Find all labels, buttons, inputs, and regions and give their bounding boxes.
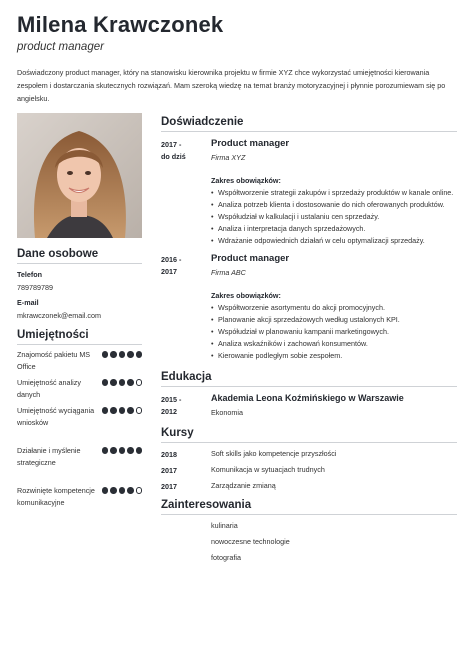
rating-dot-filled bbox=[119, 407, 126, 414]
skill-row bbox=[17, 377, 142, 401]
course-1-year: 2018 bbox=[161, 450, 177, 459]
skill-row bbox=[17, 349, 142, 373]
skill-rating bbox=[102, 379, 143, 386]
job-1-company: Firma XYZ bbox=[211, 153, 246, 162]
email-value: mkrawczonek@email.com bbox=[17, 311, 101, 320]
profile-summary: Doświadczony product manager, który na stanowisku kierownika projektu w firmie XYZ chce wykorzystać umiejętności kierowania zespołem i dostarczania skutecznych rozwiązań. Mam szeroką wiedzę na temat branży motoryzacyjnej i płynnie porozumiewam się po angielsku. bbox=[17, 68, 446, 103]
job-1-date-from: 2017 - bbox=[161, 140, 182, 149]
phone-value: 789789789 bbox=[17, 283, 53, 292]
course-2-year: 2017 bbox=[161, 466, 177, 475]
interest-item: kulinaria bbox=[211, 521, 238, 530]
rating-dot-filled bbox=[119, 487, 126, 494]
list-item: • Analiza i interpretacja danych sprzedażowych. bbox=[211, 223, 461, 235]
job-2-date-to: 2017 bbox=[161, 267, 177, 276]
rating-dot-filled bbox=[102, 447, 109, 454]
job-1-title: Product manager bbox=[211, 138, 290, 149]
candidate-name: Milena Krawczonek bbox=[17, 12, 224, 37]
course-1-name: Soft skills jako kompetencje przyszłości bbox=[211, 449, 337, 458]
skill-row bbox=[17, 485, 142, 509]
rating-dot-filled bbox=[119, 379, 126, 386]
skill-row bbox=[17, 405, 142, 429]
rating-dot-filled bbox=[102, 351, 109, 358]
rating-dot-filled bbox=[136, 447, 143, 454]
email-label: E-mail bbox=[17, 298, 39, 307]
rating-dot-filled bbox=[136, 351, 143, 358]
rating-dot-filled bbox=[110, 447, 117, 454]
rating-dot-empty bbox=[136, 407, 143, 414]
job-2-duties-heading: Zakres obowiązków: bbox=[211, 291, 281, 300]
rating-dot-filled bbox=[110, 407, 117, 414]
list-item: • Analiza wskaźników i zachowań konsumentów. bbox=[211, 338, 461, 350]
rating-dot-filled bbox=[127, 487, 134, 494]
rating-dot-filled bbox=[110, 487, 117, 494]
course-2-name: Komunikacja w sytuacjach trudnych bbox=[211, 465, 325, 474]
education-school: Akademia Leona Koźmińskiego w Warszawie bbox=[211, 393, 404, 403]
job-2-title: Product manager bbox=[211, 253, 290, 264]
skill-rating bbox=[102, 447, 143, 454]
rating-dot-filled bbox=[119, 447, 126, 454]
course-3-year: 2017 bbox=[161, 482, 177, 491]
skill-row bbox=[17, 445, 142, 469]
education-date-from: 2015 - bbox=[161, 395, 182, 404]
rating-dot-filled bbox=[119, 351, 126, 358]
job-1-duties bbox=[211, 187, 461, 247]
rating-dot-filled bbox=[102, 379, 109, 386]
list-item: • Współtworzenie asortymentu do akcji promocyjnych. bbox=[211, 302, 461, 314]
skill-rating bbox=[102, 487, 143, 494]
job-1-duties-heading: Zakres obowiązków: bbox=[211, 176, 281, 185]
interest-item: fotografia bbox=[211, 553, 241, 562]
list-item: • Współudział w planowaniu kampanii marketingowych. bbox=[211, 326, 461, 338]
job-2-duties bbox=[211, 302, 461, 362]
list-item: • Analiza potrzeb klienta i dostosowanie do nich oferowanych produktów. bbox=[211, 199, 461, 211]
skill-name: Rozwinięte kompetencje komunikacyjne bbox=[17, 486, 95, 507]
list-item: • Wdrażanie odpowiednich działań w celu optymalizacji sprzedaży. bbox=[211, 235, 461, 247]
profile-photo bbox=[17, 113, 142, 238]
education-field: Ekonomia bbox=[211, 408, 243, 417]
job-2-date-from: 2016 - bbox=[161, 255, 182, 264]
courses-heading: Kursy bbox=[161, 427, 457, 443]
rating-dot-filled bbox=[127, 379, 134, 386]
list-item: • Współtworzenie strategii zakupów i sprzedaży produktów w kanale online. bbox=[211, 187, 461, 199]
job-1-date-to: do dziś bbox=[161, 152, 186, 161]
job-2-company: Firma ABC bbox=[211, 268, 246, 277]
rating-dot-filled bbox=[102, 407, 109, 414]
list-item: • Współudział w kalkulacji i ustalaniu cen sprzedaży. bbox=[211, 211, 461, 223]
candidate-role: product manager bbox=[17, 41, 104, 53]
education-heading: Edukacja bbox=[161, 371, 457, 387]
list-item: • Planowanie akcji sprzedażowych według ustalonych KPI. bbox=[211, 314, 461, 326]
rating-dot-filled bbox=[110, 351, 117, 358]
rating-dot-filled bbox=[110, 379, 117, 386]
rating-dot-empty bbox=[136, 487, 143, 494]
list-item: • Kierowanie podległym sobie zespołem. bbox=[211, 350, 461, 362]
skill-name: Znajomość pakietu MS Office bbox=[17, 350, 91, 371]
interest-item: nowoczesne technologie bbox=[211, 537, 290, 546]
experience-heading: Doświadczenie bbox=[161, 116, 457, 132]
education-date-to: 2012 bbox=[161, 407, 177, 416]
skill-name: Umiejętność wyciągania wniosków bbox=[17, 406, 95, 427]
skill-rating bbox=[102, 407, 143, 414]
rating-dot-empty bbox=[136, 379, 143, 386]
skill-rating bbox=[102, 351, 143, 358]
skill-name: Działanie i myślenie strategiczne bbox=[17, 446, 81, 467]
interests-heading: Zainteresowania bbox=[161, 499, 457, 515]
rating-dot-filled bbox=[102, 487, 109, 494]
skill-name: Umiejętność analizy danych bbox=[17, 378, 81, 399]
rating-dot-filled bbox=[127, 447, 134, 454]
skills-heading: Umiejętności bbox=[17, 329, 142, 345]
rating-dot-filled bbox=[127, 407, 134, 414]
rating-dot-filled bbox=[127, 351, 134, 358]
course-3-name: Zarządzanie zmianą bbox=[211, 481, 276, 490]
phone-label: Telefon bbox=[17, 270, 43, 279]
personal-data-heading: Dane osobowe bbox=[17, 248, 142, 264]
